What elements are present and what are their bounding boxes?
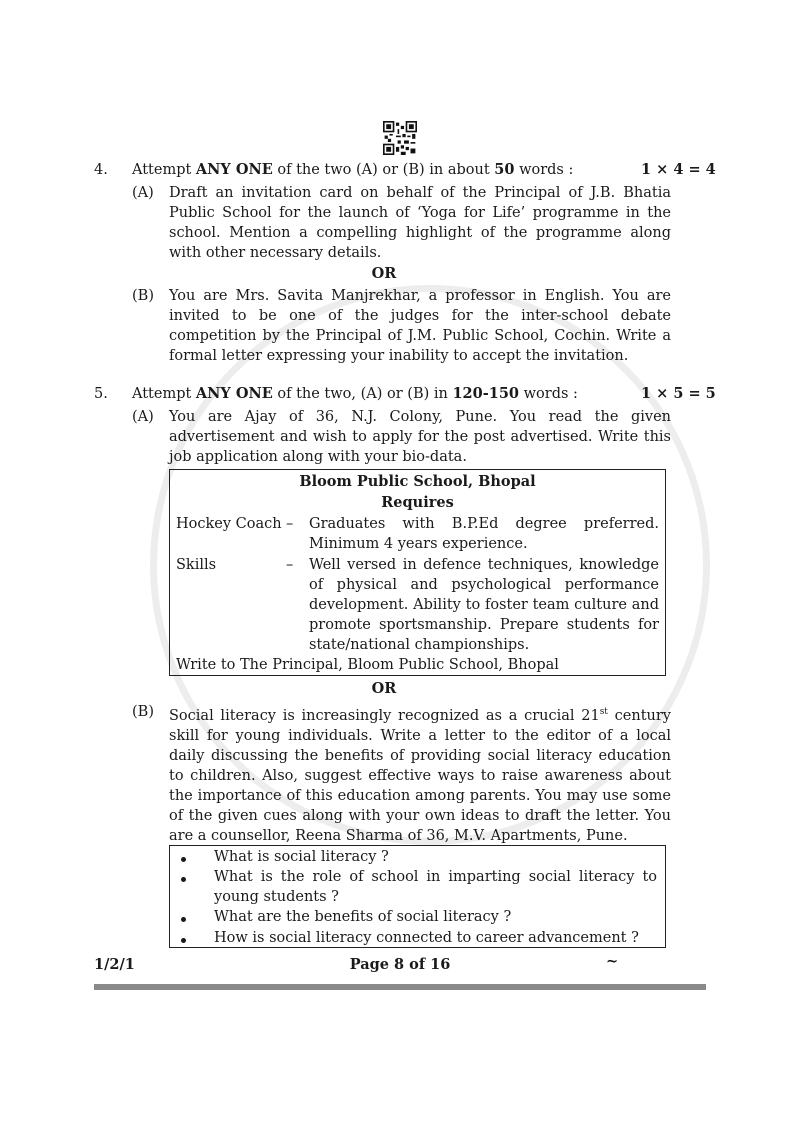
q5-a-text: You are Ajay of 36, N.J. Colony, Pune. You read the given advertisement and wish to apply for the post advertised. Write this job application along with your bio-data.	[169, 409, 671, 465]
bullet-icon	[181, 917, 186, 922]
q5-b-label: (B)	[132, 704, 154, 720]
cue-item: What is social literacy ?	[214, 849, 389, 865]
ad-footer: Write to The Principal, Bloom Public School, Bhopal	[176, 657, 559, 673]
q4-b-text: You are Mrs. Savita Manjrekhar, a professor in English. You are invited to be one of the judges for the inter-school debate competition by the Principal of J.M. Public School, Cochin. Write a formal letter expressing your inability to accept the invitation.	[169, 288, 671, 364]
ad-row1-label: Hockey Coach	[176, 516, 282, 532]
footer-mark: ~	[606, 953, 619, 970]
cue-item: What are the benefits of social literacy ?	[214, 909, 512, 925]
q5-number: 5.	[94, 386, 108, 402]
cues-box	[169, 845, 666, 948]
qr-code-icon	[383, 121, 417, 155]
q4-a-text: Draft an invitation card on behalf of the Principal of J.B. Bhatia Public School for the launch of ‘Yoga for Life’ programme in the school. Mention a compelling highlight of the programme along with other necessary details.	[169, 185, 671, 261]
q5-marks: 1 × 5 = 5	[641, 385, 716, 402]
q5-b-text: Social literacy is increasingly recognized as a crucial 21st century skill for young individuals. Write a letter to the editor of a local daily discussing the benefits of providing social literacy education to children. Also, suggest effective ways to raise awareness about the importance of this education among parents. You may use some of the given cues along with your own ideas to draft the letter. You are a counsellor, Reena Sharma of 36, M.V. Apartments, Pune.	[169, 707, 671, 844]
q4-b-label: (B)	[132, 288, 154, 304]
advertisement-box	[169, 469, 666, 676]
bullet-icon	[181, 877, 186, 882]
ad-row1-dash: –	[286, 516, 294, 532]
ad-row2-label: Skills	[176, 557, 217, 573]
ad-subtitle: Requires	[381, 494, 454, 511]
q5-a-label: (A)	[132, 409, 154, 425]
cue-item: What is the role of school in imparting social literacy to young students ?	[214, 869, 657, 905]
q4-a-label: (A)	[132, 185, 154, 201]
ad-title: Bloom Public School, Bhopal	[299, 473, 536, 490]
cue-item: How is social literacy connected to career advancement ?	[214, 930, 639, 946]
footer-divider	[94, 984, 706, 990]
page-number: Page 8 of 16	[349, 956, 451, 973]
paper-code: 1/2/1	[94, 956, 135, 973]
ad-row1-text: Graduates with B.P.Ed degree preferred. Minimum 4 years experience.	[309, 516, 659, 552]
q4-or: OR	[371, 265, 397, 282]
q4-marks: 1 × 4 = 4	[641, 161, 716, 178]
ad-row2-dash: –	[286, 557, 294, 573]
bullet-icon	[181, 857, 186, 862]
q4-instruction: Attempt ANY ONE of the two (A) or (B) in about 50 words :	[132, 161, 574, 178]
q4-number: 4.	[94, 162, 108, 178]
q5-instruction: Attempt ANY ONE of the two, (A) or (B) in 120-150 words :	[132, 385, 578, 402]
bullet-icon	[181, 938, 186, 943]
ad-row2-text: Well versed in defence techniques, knowledge of physical and psychological performance development. Ability to foster team culture and promote sportsmanship. Prepare students for state/national championships.	[309, 557, 659, 653]
q5-or: OR	[371, 680, 397, 697]
